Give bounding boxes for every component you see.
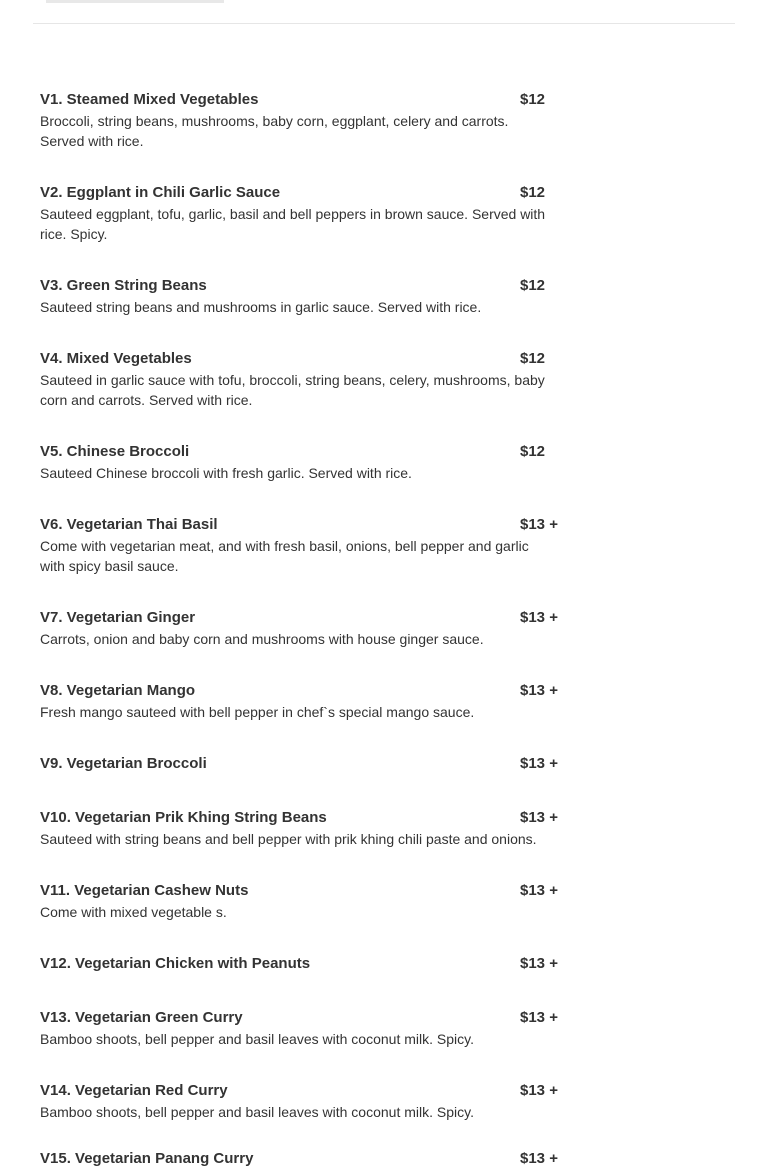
item-price: $13 + (520, 682, 558, 699)
item-description: Sauteed in garlic sauce with tofu, broccoli, string beans, celery, mushrooms, baby corn and carrots. Served with rice. (40, 372, 545, 408)
item-name[interactable]: V13. Vegetarian Green Curry (40, 1009, 243, 1026)
item-price: $12 (520, 91, 546, 108)
item-name[interactable]: V6. Vegetarian Thai Basil (40, 516, 218, 533)
item-price: $13 + (520, 755, 558, 772)
item-name[interactable]: V2. Eggplant in Chili Garlic Sauce (40, 184, 281, 201)
menu-item[interactable] (40, 681, 570, 722)
item-price: $13 + (520, 516, 558, 533)
item-name[interactable]: V12. Vegetarian Chicken with Peanuts (40, 955, 311, 972)
menu-item[interactable] (40, 183, 570, 244)
menu-item[interactable] (40, 90, 570, 151)
item-description: Come with mixed vegetable s. (40, 904, 227, 920)
item-price: $12 (520, 443, 546, 460)
item-name[interactable]: V15. Vegetarian Panang Curry (40, 1150, 254, 1167)
item-name[interactable]: V3. Green String Beans (40, 277, 207, 294)
item-price: $13 + (520, 1150, 558, 1167)
item-description: Sauteed with string beans and bell pepper with prik khing chili paste and onions. (40, 831, 537, 847)
item-name[interactable]: V5. Chinese Broccoli (40, 443, 190, 460)
item-price: $12 (520, 350, 546, 367)
menu-item[interactable] (40, 808, 570, 849)
menu-item[interactable] (40, 754, 570, 773)
item-name[interactable]: V1. Steamed Mixed Vegetables (40, 91, 259, 108)
menu-item[interactable] (40, 1081, 570, 1122)
item-description: Carrots, onion and baby corn and mushrooms with house ginger sauce. (40, 631, 484, 647)
item-description: Sauteed Chinese broccoli with fresh garlic. Served with rice. (40, 465, 412, 481)
item-description: Fresh mango sauteed with bell pepper in chef`s special mango sauce. (40, 704, 475, 720)
item-description: Sauteed eggplant, tofu, garlic, basil and bell peppers in brown sauce. Served with rice. Spicy. (40, 206, 546, 242)
menu-item[interactable] (40, 276, 570, 317)
item-description: Broccoli, string beans, mushrooms, baby corn, eggplant, celery and carrots. Served with rice. (40, 113, 509, 149)
menu-item[interactable] (40, 349, 570, 410)
item-name[interactable]: V8. Vegetarian Mango (40, 682, 196, 699)
item-name[interactable]: V4. Mixed Vegetables (40, 350, 192, 367)
header-divider (33, 23, 735, 24)
item-name[interactable]: V9. Vegetarian Broccoli (40, 755, 207, 772)
menu-item[interactable] (40, 608, 570, 649)
header-cutoff (46, 0, 224, 3)
item-name[interactable]: V10. Vegetarian Prik Khing String Beans (40, 809, 327, 826)
item-price: $13 + (520, 609, 558, 626)
item-price: $13 + (520, 809, 558, 826)
item-price: $13 + (520, 1009, 558, 1026)
item-description: Come with vegetarian meat, and with fresh basil, onions, bell pepper and garlic with spicy basil sauce. (40, 538, 529, 574)
item-price: $13 + (520, 1082, 558, 1099)
item-name[interactable]: V11. Vegetarian Cashew Nuts (40, 882, 249, 899)
item-price: $12 (520, 184, 546, 201)
menu-item[interactable] (40, 1008, 570, 1049)
menu-item[interactable] (40, 881, 570, 922)
item-price: $13 + (520, 955, 558, 972)
menu-item[interactable] (40, 442, 570, 483)
menu-item[interactable] (40, 515, 570, 576)
item-price: $13 + (520, 882, 558, 899)
item-description: Sauteed string beans and mushrooms in garlic sauce. Served with rice. (40, 299, 482, 315)
item-name[interactable]: V7. Vegetarian Ginger (40, 609, 196, 626)
item-name[interactable]: V14. Vegetarian Red Curry (40, 1082, 228, 1099)
menu-item[interactable] (40, 954, 570, 973)
item-description: Bamboo shoots, bell pepper and basil leaves with coconut milk. Spicy. (40, 1031, 474, 1047)
item-description: Bamboo shoots, bell pepper and basil leaves with coconut milk. Spicy. (40, 1104, 474, 1120)
item-price: $12 (520, 277, 546, 294)
